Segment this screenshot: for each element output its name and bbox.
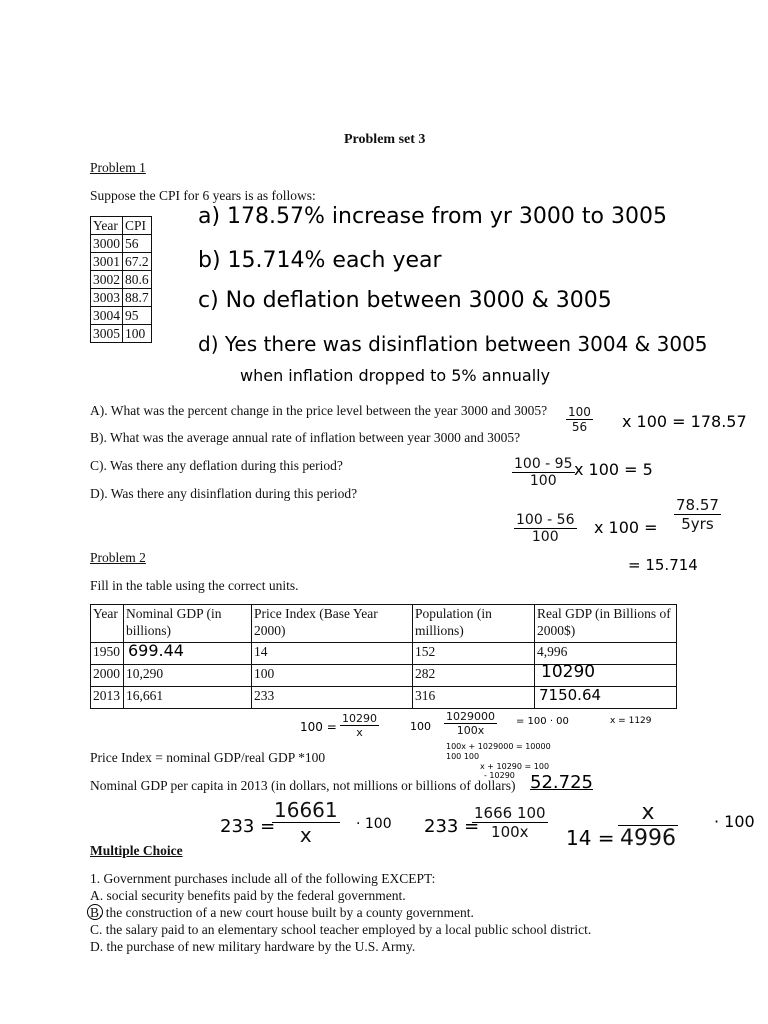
- work-small-1b: 100 100: [446, 752, 480, 761]
- per-capita-question: Nominal GDP per capita in 2013 (in dollars, not millions or billions of dollars): [90, 778, 516, 793]
- gdp-population: 316: [413, 687, 535, 709]
- handwritten-real-2000: 10290: [541, 662, 596, 682]
- table-row: [91, 235, 152, 253]
- cpi-value: 56: [123, 235, 152, 253]
- question-c: C). Was there any deflation during this period?: [90, 458, 343, 473]
- table-row: [91, 687, 677, 709]
- table-row: [91, 325, 152, 343]
- cpi-table: [90, 216, 152, 343]
- gdp-real: [535, 687, 677, 709]
- cpi-value: 95: [123, 307, 152, 325]
- table-row: [91, 307, 152, 325]
- cpi-value: 88.7: [123, 289, 152, 307]
- eq2-lhs: 233 =: [424, 816, 480, 837]
- problem2-intro: Fill in the table using the correct units.: [90, 578, 299, 593]
- calc2-numerator: 100 - 95: [514, 456, 573, 472]
- gdp-table: [90, 604, 677, 709]
- calc3-fraction: [514, 512, 577, 545]
- work-b-denominator: 100x: [456, 724, 485, 737]
- table-row: [91, 289, 152, 307]
- gdp-header-year: Year: [91, 605, 124, 643]
- eq3-lhs: 14 =: [566, 826, 615, 850]
- eq3-rest: · 100: [714, 812, 755, 831]
- mc-heading: Multiple Choice: [90, 843, 183, 858]
- eq1-rest: · 100: [356, 816, 392, 832]
- calc1-rest: x 100 = 178.57: [622, 412, 747, 431]
- work-a-fraction: [340, 712, 379, 739]
- eq3-numerator: x: [618, 800, 678, 826]
- price-index-formula: Price Index = nominal GDP/real GDP *100: [90, 750, 326, 765]
- work-b-result: = 100 · 00: [516, 716, 569, 727]
- gdp-header-real: Real GDP (in Billions of 2000$): [535, 605, 677, 643]
- gdp-real: [535, 662, 677, 687]
- cpi-year: 3002: [91, 271, 123, 289]
- cpi-value: 67.2: [123, 253, 152, 271]
- eq1-numerator: 16661: [274, 798, 338, 822]
- calc2-denominator: 100: [529, 473, 557, 489]
- work-small-3: - 10290: [484, 771, 515, 780]
- mc-option-a: A. social security benefits paid by the federal government.: [90, 888, 406, 903]
- handwritten-real-2013: 7150.64: [539, 686, 602, 704]
- question-b: B). What was the average annual rate of inflation between year 3000 and 3005?: [90, 430, 521, 445]
- eq2-denominator: 100x: [491, 823, 529, 841]
- problem1-intro: Suppose the CPI for 6 years is as follows:: [90, 188, 316, 203]
- cpi-year: 3005: [91, 325, 123, 343]
- question-d: D). Was there any disinflation during this period?: [90, 486, 358, 501]
- calc3-numerator2: 78.57: [676, 496, 719, 514]
- cpi-year: 3000: [91, 235, 123, 253]
- eq1-lhs: 233 =: [220, 816, 276, 837]
- calc3-numerator: 100 - 56: [516, 512, 575, 528]
- mc-option-d: D. the purchase of new military hardware by the U.S. Army.: [90, 939, 416, 954]
- calc3-result: = 15.714: [628, 556, 698, 574]
- eq2-fraction: [472, 804, 548, 841]
- work-a-lhs: 100 =: [300, 720, 337, 734]
- cpi-header-row: [91, 217, 152, 235]
- gdp-year: 2013: [91, 687, 124, 709]
- eq1-denominator: x: [299, 823, 312, 847]
- table-row: [91, 271, 152, 289]
- calc3-fraction2: [674, 496, 721, 533]
- calc3-mid: x 100 =: [594, 518, 658, 537]
- cpi-year: 3003: [91, 289, 123, 307]
- gdp-year: 2000: [91, 665, 124, 687]
- eq3-denominator: 4996: [620, 826, 676, 851]
- gdp-year: 1950: [91, 643, 124, 665]
- work-b-numerator: 1029000: [446, 710, 495, 723]
- calc2-fraction: [512, 456, 575, 489]
- table-row: [91, 253, 152, 271]
- eq1-fraction: [272, 798, 340, 847]
- gdp-header-row: [91, 605, 677, 643]
- cpi-year: 3004: [91, 307, 123, 325]
- gdp-nominal: [124, 643, 252, 665]
- calc1-denominator: 56: [571, 420, 588, 434]
- handwritten-answer-d-note: when inflation dropped to 5% annually: [240, 366, 551, 385]
- gdp-nominal: 10,290: [124, 665, 252, 687]
- cpi-value: 100: [123, 325, 152, 343]
- work-b-lhs: 100: [410, 720, 431, 733]
- selected-answer-circle-icon: [87, 904, 103, 920]
- gdp-header-population: Population (in millions): [413, 605, 535, 643]
- gdp-real: 4,996: [535, 643, 677, 665]
- gdp-header-nominal: Nominal GDP (in billions): [124, 605, 252, 643]
- handwritten-answer-d: d) Yes there was disinflation between 3004 & 3005: [198, 332, 708, 356]
- work-a-denominator: x: [356, 726, 363, 739]
- cpi-value: 80.6: [123, 271, 152, 289]
- work-x-result: x = 1129: [610, 716, 652, 726]
- eq3-fraction: [618, 800, 678, 851]
- gdp-price-index: 100: [252, 665, 413, 687]
- calc3-denominator: 100: [531, 529, 559, 545]
- cpi-year: 3001: [91, 253, 123, 271]
- mc-option-b: B. the construction of a new court house built by a county government.: [90, 905, 474, 920]
- handwritten-gdp-1950: 699.44: [128, 641, 184, 660]
- handwritten-answer-b: b) 15.714% each year: [198, 248, 442, 273]
- gdp-header-price-index: Price Index (Base Year 2000): [252, 605, 413, 643]
- problem1-heading: Problem 1: [90, 160, 146, 175]
- handwritten-answer-a: a) 178.57% increase from yr 3000 to 3005: [198, 204, 667, 229]
- work-a-numerator: 10290: [342, 712, 377, 725]
- calc3-denominator2: 5yrs: [681, 515, 714, 533]
- mc-option-c: C. the salary paid to an elementary school teacher employed by a local public school district.: [90, 922, 592, 937]
- mc-question-1: 1. Government purchases include all of the following EXCEPT:: [90, 871, 436, 886]
- gdp-nominal: 16,661: [124, 687, 252, 709]
- problem2-heading: Problem 2: [90, 550, 146, 565]
- gdp-population: 282: [413, 665, 535, 687]
- calc2-rest: x 100 = 5: [574, 460, 653, 479]
- work-small-2: x + 10290 = 100: [480, 762, 550, 771]
- gdp-price-index: 14: [252, 643, 413, 665]
- eq2-numerator: 1666 100: [474, 804, 546, 822]
- calc1-numerator: 100: [568, 405, 591, 419]
- handwritten-answer-c: c) No deflation between 3000 & 3005: [198, 288, 612, 313]
- cpi-header-year: Year: [91, 217, 123, 235]
- cpi-header-cpi: CPI: [123, 217, 152, 235]
- table-row: [91, 665, 677, 687]
- gdp-population: 152: [413, 643, 535, 665]
- handwritten-per-capita: 52.725: [530, 772, 593, 793]
- calc1-fraction: [566, 405, 593, 434]
- question-a: A). What was the percent change in the price level between the year 3000 and 3005?: [90, 403, 548, 418]
- gdp-price-index: 233: [252, 687, 413, 709]
- page-title: Problem set 3: [344, 132, 426, 147]
- work-b-fraction: [444, 710, 497, 737]
- work-small-1: 100x + 1029000 = 10000: [446, 742, 551, 751]
